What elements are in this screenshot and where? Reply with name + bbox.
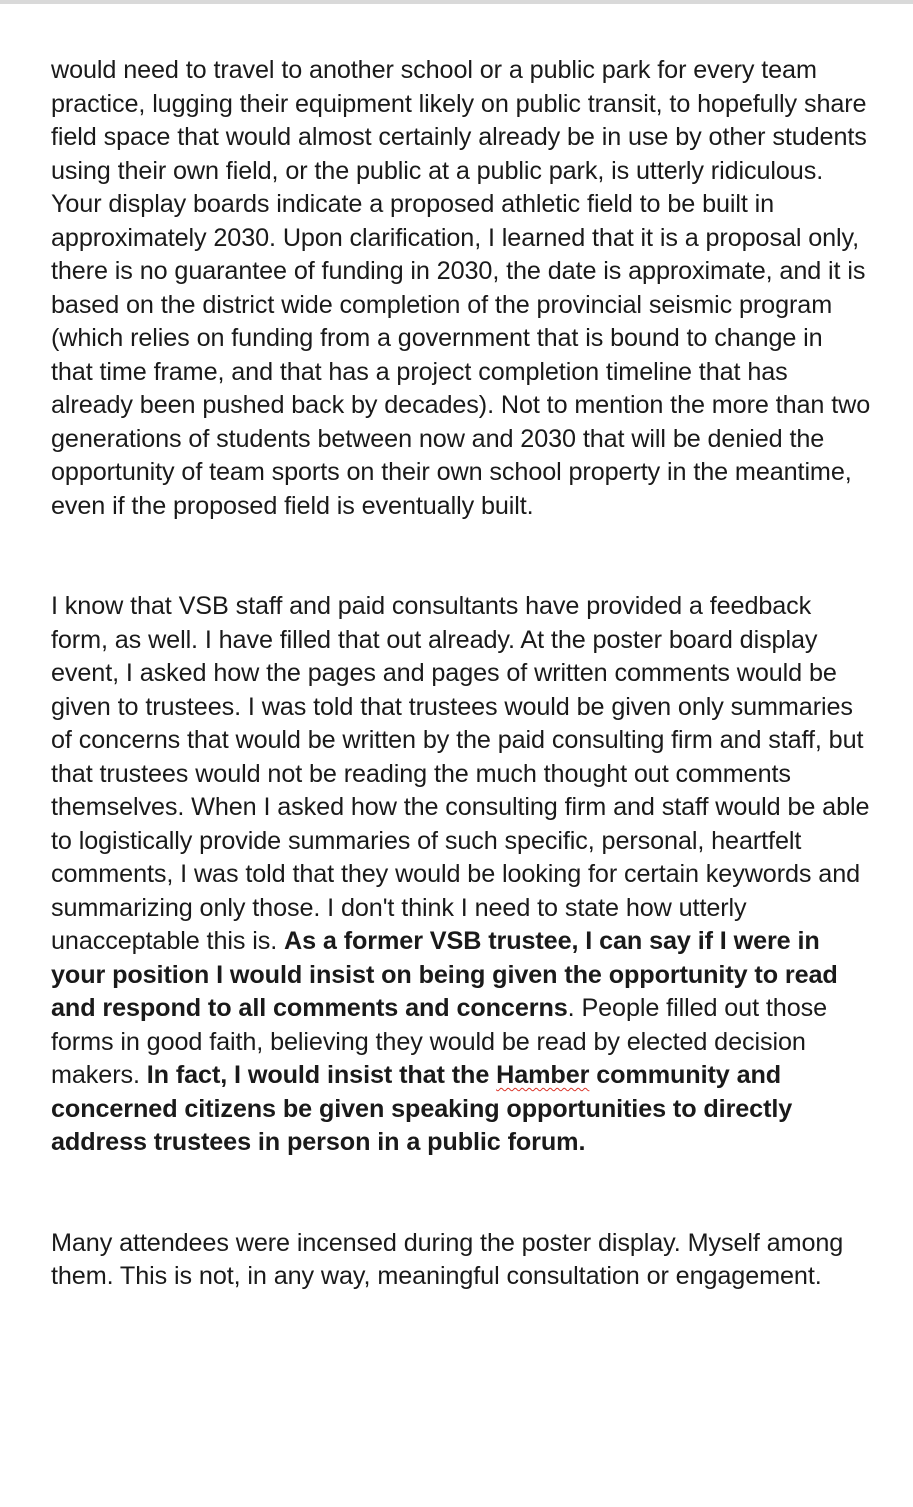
paragraph-2-bold-c: community and concerned citizens be given speaking opportunities to directly address trustees in person in a public forum. (51, 1061, 793, 1156)
top-divider (0, 0, 913, 4)
paragraph-2-text-b: . People filled out those forms in good faith, believing they would be read by elected decision makers. (51, 994, 828, 1089)
document-body (51, 54, 871, 1294)
paragraph-2-bold-b: In fact, I would insist that the (146, 1061, 497, 1089)
paragraph-2-text-a: I know that VSB staff and paid consultants have provided a feedback form, as well. I have filled that out already. At the poster board display event, I asked how the pages and pages of written comments would be given to trustees. I was told that trustees would be given only summaries of concerns that would be written by the paid consulting firm and staff, but that trustees would not be reading the much thought out comments themselves. When I asked how the consulting firm and staff would be able to logistically provide summaries of such specific, personal, heartfelt comments, I was told that they would be looking for certain keywords and summarizing only those. I don't think I need to state how utterly unacceptable this is. (51, 592, 870, 955)
paragraph-1: would need to travel to another school or a public park for every team practice, lugging their equipment likely on public transit, to hopefully share field space that would almost certainly already be in use by other students using their own field, or the public at a public park, is utterly ridiculous. Your display boards indicate a proposed athletic field to be built in approximately 2030. Upon clarification, I learned that it is a proposal only, there is no guarantee of funding in 2030, the date is approximate, and it is based on the district wide completion of the provincial seismic program (which relies on funding from a government that is bound to change in that time frame, and that has a project completion timeline that has already been pushed back by decades). Not to mention the more than two generations of students between now and 2030 that will be denied the opportunity of team sports on their own school property in the meantime, even if the proposed field is eventually built. (51, 56, 871, 520)
paragraph-3: Many attendees were incensed during the poster display. Myself among them. This is not, in any way, meaningful consultation or engagement. (51, 1228, 844, 1290)
paragraph-2 (51, 590, 871, 1160)
spellcheck-flagged-word[interactable]: Hamber (496, 1061, 590, 1089)
paragraph-2-bold-a: As a former VSB trustee, I can say if I were in your position I would insist on being given the opportunity to read and respond to all comments and concerns (51, 927, 838, 1022)
